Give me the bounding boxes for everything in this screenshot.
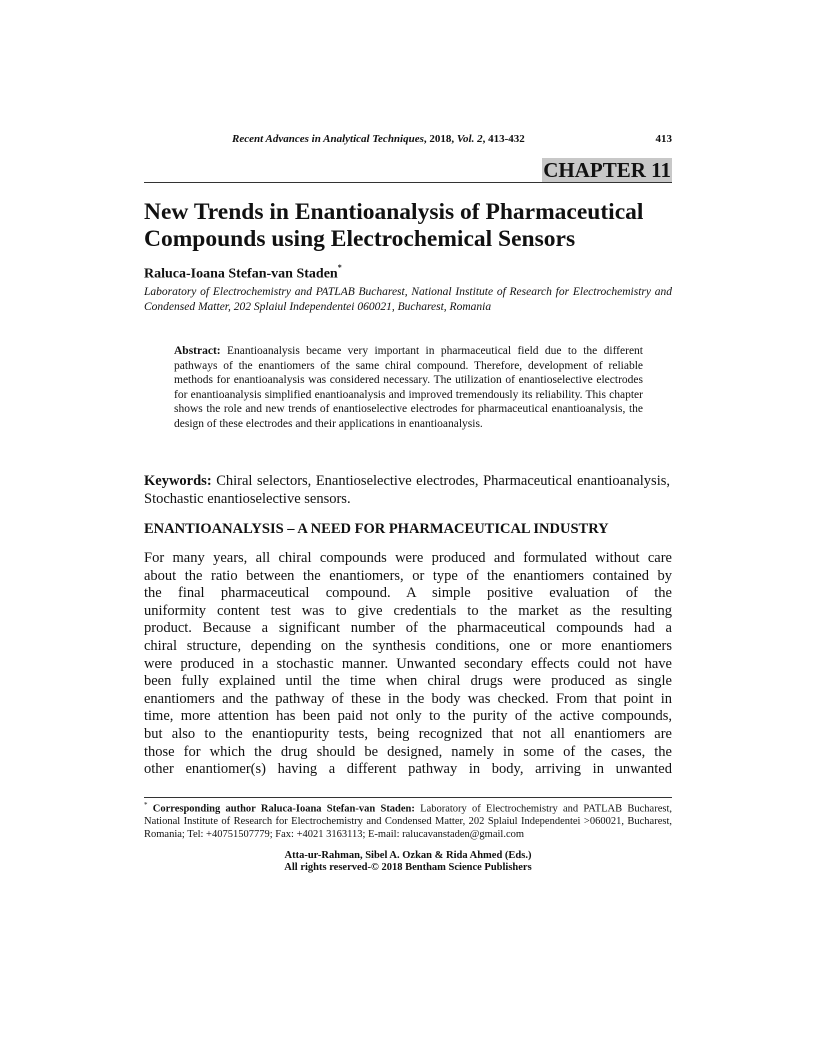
footnote-divider	[144, 797, 672, 798]
abstract-label: Abstract:	[174, 345, 221, 357]
body-line: chiral structure, depending on the synthesis conditions, one or more enantiomers	[144, 637, 672, 654]
journal-name: Recent Advances in Analytical Techniques	[232, 133, 424, 145]
footnote	[144, 799, 672, 841]
keywords-label: Keywords:	[144, 473, 212, 489]
body-line: those for which the drug should be designed, namely in some of the cases, the	[144, 743, 672, 760]
body-line: about the ratio between the enantiomers, or type of the enantiomers contained by	[144, 567, 672, 584]
editors-line: Atta-ur-Rahman, Sibel A. Ozkan & Rida Ahmed (Eds.)	[284, 850, 532, 861]
keywords-text: Chiral selectors, Enantioselective electrodes, Pharmaceutical enantioanalysis, Stochastic enantioselective sensors.	[144, 473, 670, 507]
body-line: the final pharmaceutical compound. A simple positive evaluation of the	[144, 585, 672, 602]
page-number: 413	[655, 133, 672, 145]
footnote-mark: *	[144, 801, 148, 809]
body-paragraph	[144, 550, 672, 779]
chapter-label: CHAPTER 11	[543, 158, 671, 182]
footnote-label: Corresponding author Raluca-Ioana Stefan-van Staden:	[147, 803, 415, 815]
abstract-text: Enantioanalysis became very important in pharmaceutical field due to the different pathways of the enantiomers of the same chiral compound. Therefore, development of reliable methods for enantioanalysis was considered necessary. The utilization of enantioselective electrodes for enantioanalysis simplified enantioanalysis and improved tremendously its reliability. This chapter shows the role and new trends of enantioselective electrodes for pharmaceutical enantioanalysis, the design of these electrodes and their applications in enantioanalysis.	[174, 345, 643, 430]
body-line: other enantiomer(s) having a different pathway in body, arriving in unwanted	[144, 761, 672, 778]
copyright-line: All rights reserved-© 2018 Bentham Science Publishers	[284, 862, 532, 873]
title-line-2: Compounds using Electrochemical Sensors	[144, 226, 576, 252]
section-heading: ENANTIOANALYSIS – A NEED FOR PHARMACEUTICAL INDUSTRY	[144, 521, 609, 537]
body-line: uniformity content test was to give credentials to the market as the resulting	[144, 602, 672, 619]
chapter-title	[144, 199, 672, 253]
keywords	[144, 472, 670, 508]
body-line: product. Because a significant number of the pharmaceutical compounds had a	[144, 620, 672, 637]
body-line: For many years, all chiral compounds were produced and formulated without care	[144, 550, 672, 566]
body-line: were produced in a stochastic manner. Unwanted secondary effects could not have	[144, 655, 672, 672]
author-affiliation: Laboratory of Electrochemistry and PATLAB Bucharest, National Institute of Research for Electrochemistry and Condensed Matter, 202 Splaiul Independentei 060021, Bucharest, Romania	[144, 286, 672, 313]
journal-volume: Vol. 2	[456, 133, 483, 145]
author-name: Raluca-Ioana Stefan-van Staden*	[144, 263, 342, 282]
journal-citation: Recent Advances in Analytical Techniques, 2018, Vol. 2, 413-432	[232, 133, 525, 145]
chapter-divider	[144, 182, 672, 183]
body-line: time, more attention has been paid not only to the purity of the active compounds,	[144, 708, 672, 725]
body-line: enantiomers and the pathway of these in the body was checked. From that point in	[144, 690, 672, 707]
author-footnote-mark: *	[337, 263, 342, 272]
abstract	[174, 344, 643, 432]
body-line: been fully explained until the time when chiral drugs were produced as single	[144, 673, 672, 690]
title-line-1: New Trends in Enantioanalysis of Pharmaceutical	[144, 199, 644, 225]
body-line: but also to the enantiopurity tests, being recognized that not all enantiomers are	[144, 725, 672, 742]
footnote-text: Laboratory of Electrochemistry and PATLAB Bucharest, National Institute of Research for Electrochemistry and Condensed Matter, 202 Splaiul Independentei >060021, Bucharest, Romania; Tel: +40751507779; Fax: +4021 3163113; E-mail: ralucavanstaden@gmail.com	[144, 803, 672, 840]
publisher-credit	[144, 850, 672, 874]
